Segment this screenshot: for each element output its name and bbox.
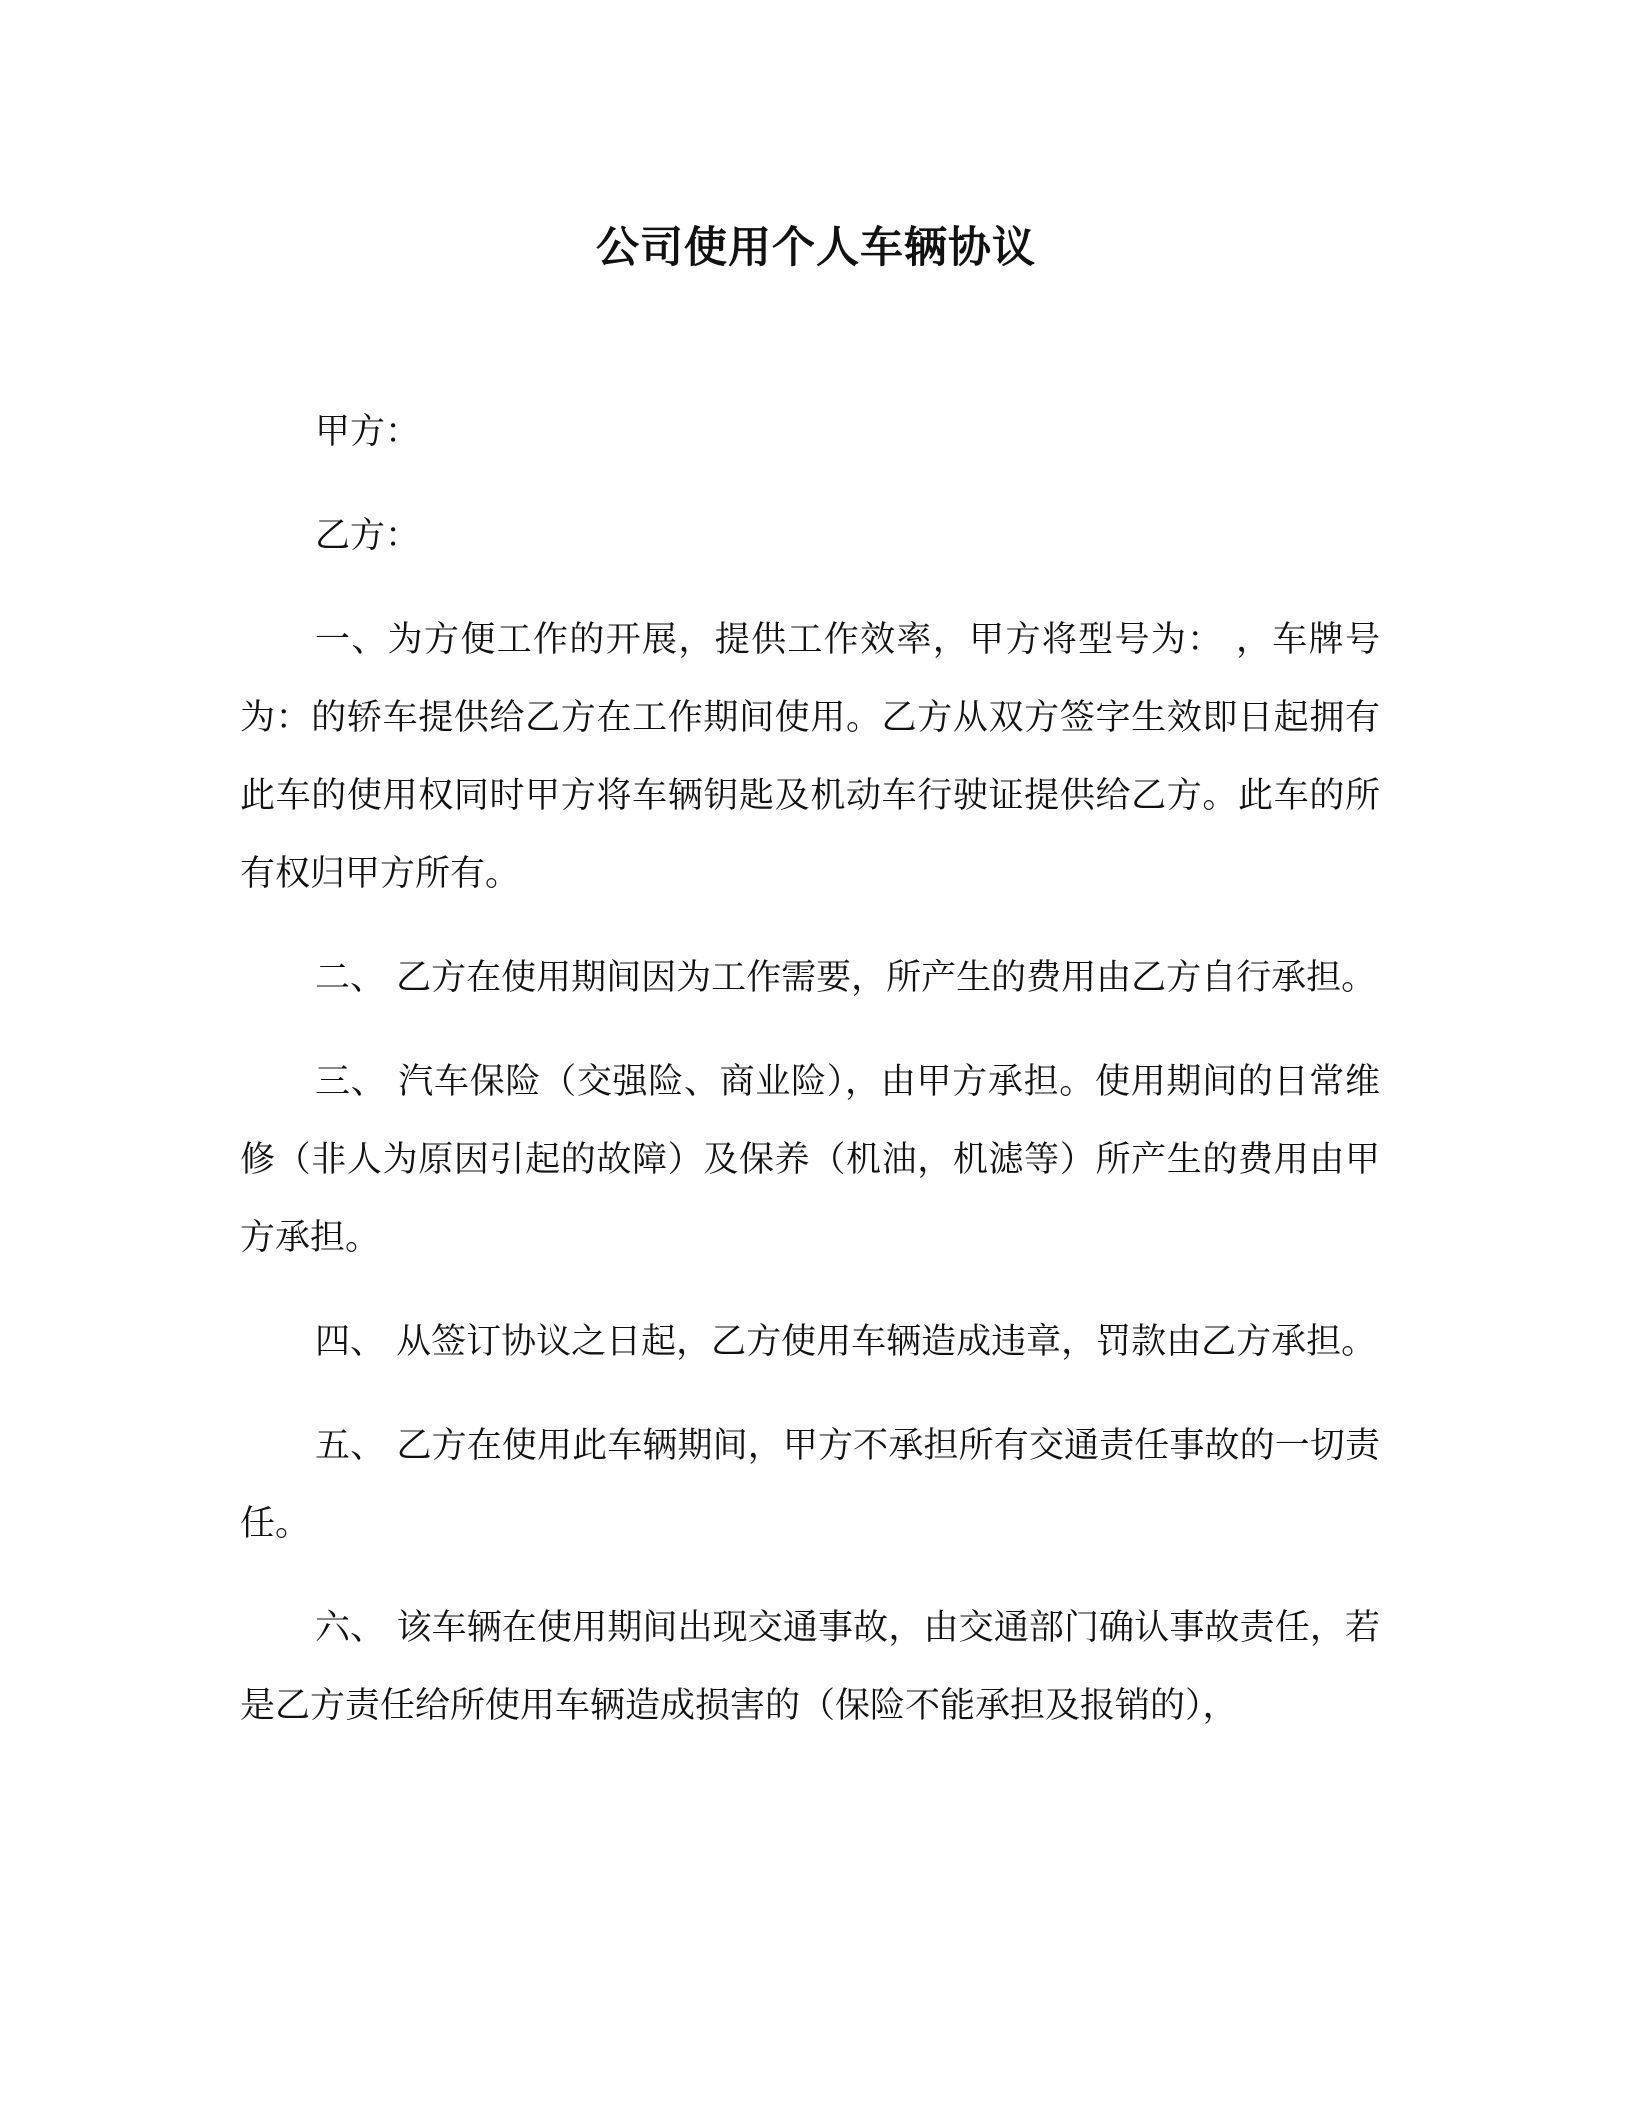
document-title: 公司使用个人车辆协议 bbox=[596, 223, 1036, 273]
clause-5: 五、 乙方在使用此车辆期间，甲方不承担所有交通责任事故的一切责任。 bbox=[240, 1426, 1380, 1544]
clause-4: 四、 从签订协议之日起，乙方使用车辆造成违章，罚款由乙方承担。 bbox=[315, 1322, 1377, 1362]
document-body bbox=[240, 393, 1380, 1771]
clause-2: 二、 乙方在使用期间因为工作需要，所产生的费用由乙方自行承担。 bbox=[315, 958, 1377, 998]
party-a-line: 甲方： bbox=[315, 412, 421, 452]
clause-1: 一、为方便工作的开展，提供工作效率，甲方将型号为： ，车牌号为：的轿车提供给乙方在工作期间使用。乙方从双方签字生效即日起拥有此车的使用权同时甲方将车辆钥匙及机动车行驶证提供给乙方。此车的所有权归甲方所有。 bbox=[240, 620, 1380, 894]
clause-3: 三、 汽车保险（交强险、商业险），由甲方承担。使用期间的日常维修（非人为原因引起的故障）及保养（机油，机滤等）所产生的费用由甲方承担。 bbox=[240, 1062, 1380, 1258]
clause-6: 六、 该车辆在使用期间出现交通事故，由交通部门确认事故责任，若是乙方责任给所使用车辆造成损害的（保险不能承担及报销的）， bbox=[240, 1608, 1380, 1726]
party-b-line: 乙方： bbox=[315, 516, 421, 556]
